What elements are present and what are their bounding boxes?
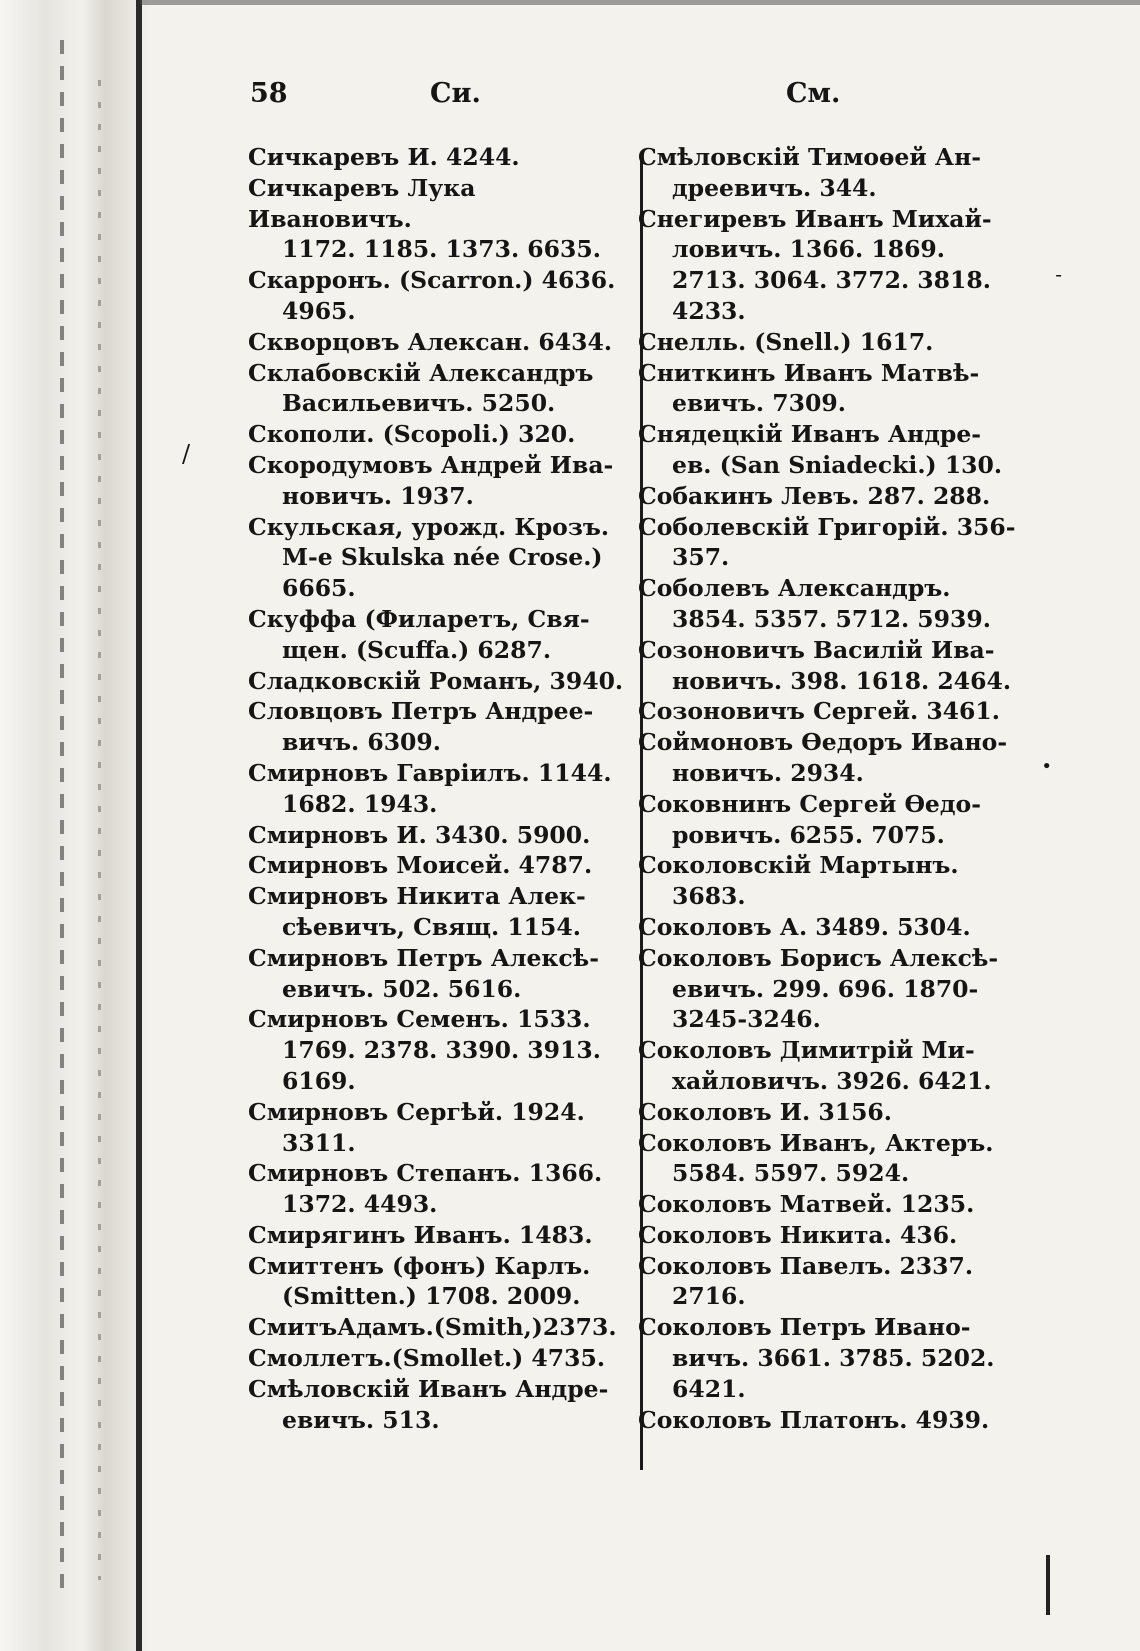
- index-column-right: [638, 142, 1018, 1435]
- entry-continuation: 3311.: [282, 1128, 356, 1157]
- entry-head: Соколовскій Мартынъ.: [638, 851, 959, 880]
- index-entry: [638, 1097, 1018, 1128]
- entry-head: Соболевъ Александръ.: [638, 574, 951, 603]
- entry-continuation: ровичъ. 6255. 7075.: [672, 820, 945, 849]
- index-entry: [248, 758, 636, 820]
- index-entry: [248, 1251, 636, 1313]
- index-entry: [638, 1251, 1018, 1313]
- index-entry: [638, 419, 1018, 481]
- index-entry: [248, 1312, 636, 1343]
- index-entry: [638, 1220, 1018, 1251]
- entry-head: Смирновъ Семенъ. 1533.: [248, 1005, 591, 1034]
- index-entry: [248, 265, 636, 327]
- entry-head: Смирновъ Сергѣй. 1924.: [248, 1097, 585, 1126]
- margin-dot: •: [1041, 756, 1052, 777]
- entry-head: Соколовъ Борисъ Алексѣ-: [638, 943, 999, 972]
- index-entry: [638, 1035, 1018, 1097]
- entry-head: Соколовъ А. 3489. 5304.: [638, 912, 971, 941]
- entry-head: Сладковскій Романъ, 3940.: [248, 666, 624, 695]
- entry-head: Соймоновъ Ѳедоръ Ивано-: [638, 728, 1008, 757]
- index-entry: [248, 173, 636, 265]
- index-entry: [638, 727, 1018, 789]
- running-head-left: Си.: [430, 78, 481, 109]
- index-entry: [638, 358, 1018, 420]
- index-entry: [248, 358, 636, 420]
- page-top-edge: [140, 0, 1140, 5]
- entry-continuation: 3854. 5357. 5712. 5939.: [672, 604, 991, 633]
- entry-continuation: 1172. 1185. 1373. 6635.: [282, 235, 601, 264]
- index-entry: [638, 1189, 1018, 1220]
- entry-head: Смирновъ Никита Алек-: [248, 882, 586, 911]
- entry-head: Словцовъ Петръ Андрее-: [248, 697, 594, 726]
- entry-head: Сичкаревъ И. 4244.: [248, 143, 520, 171]
- index-entry: [638, 1405, 1018, 1436]
- entry-head: Склабовскій Александръ: [248, 358, 594, 387]
- entry-head: Смоллетъ.(Smollet.) 4735.: [248, 1344, 606, 1373]
- entry-continuation: 3683.: [672, 882, 746, 911]
- entry-head: Собакинъ Левъ. 287. 288.: [638, 481, 991, 510]
- index-entry: [248, 142, 636, 173]
- index-entry: [248, 604, 636, 666]
- entry-continuation: щен. (Scuffa.) 6287.: [282, 635, 552, 664]
- entry-head: Сниткинъ Иванъ Матвѣ-: [638, 358, 980, 387]
- index-entry: [248, 1004, 636, 1096]
- index-entry: [638, 850, 1018, 912]
- entry-head: Скарронъ. (Scarron.) 4636.: [248, 266, 616, 295]
- entry-continuation: евичъ. 502. 5616.: [282, 974, 522, 1003]
- entry-continuation: Васильевичъ. 5250.: [282, 389, 556, 418]
- entry-head: Созоновичъ Василій Ива-: [638, 635, 995, 664]
- entry-continuation: 1769. 2378. 3390. 3913. 6169.: [282, 1036, 601, 1095]
- index-entry: [638, 573, 1018, 635]
- entry-head: Снелль. (Snell.) 1617.: [638, 327, 934, 356]
- index-entry: [638, 943, 1018, 1035]
- entry-continuation: евичъ. 513.: [282, 1405, 440, 1434]
- entry-head: Сичкаревъ Лука Ивановичъ.: [248, 173, 476, 233]
- entry-continuation: вичъ. 3661. 3785. 5202. 6421.: [672, 1344, 995, 1403]
- entry-head: Соковнинъ Сергей Ѳедо-: [638, 789, 981, 818]
- entry-head: Смѣловскій Иванъ Андре-: [248, 1374, 609, 1403]
- entry-head: Смѣловскій Тимоѳей Ан-: [638, 143, 982, 171]
- entry-head: Смирновъ Петръ Алексѣ-: [248, 943, 599, 972]
- index-column-left: [248, 142, 636, 1435]
- entry-head: Смиттенъ (фонъ) Карлъ.: [248, 1251, 591, 1280]
- entry-continuation: ев. (San Sniadecki.) 130.: [672, 450, 1003, 479]
- index-entry: [248, 850, 636, 881]
- entry-continuation: ловичъ. 1366. 1869. 2713. 3064. 3772. 3818. 4233.: [672, 235, 991, 325]
- index-entry: [638, 1312, 1018, 1404]
- margin-mark: ‐: [1055, 262, 1062, 286]
- index-entry: [248, 1374, 636, 1436]
- entry-head: Соболевскій Григорій. 356-: [638, 512, 1016, 541]
- entry-continuation: вичъ. 6309.: [282, 728, 441, 757]
- index-entry: [638, 696, 1018, 727]
- page-spine: [0, 0, 150, 1651]
- gutter-edge: [136, 0, 142, 1651]
- entry-continuation: 1682. 1943.: [282, 789, 438, 818]
- index-entry: [248, 666, 636, 697]
- spine-shadow-inner: [98, 80, 101, 1580]
- entry-head: Соколовъ Иванъ, Актеръ.: [638, 1128, 994, 1157]
- entry-continuation: сѣевичъ, Свящ. 1154.: [282, 912, 581, 941]
- margin-mark-left: /: [182, 440, 191, 468]
- entry-head: Скуффа (Филаретъ, Свя-: [248, 604, 590, 633]
- entry-head: Соколовъ Петръ Ивано-: [638, 1313, 971, 1342]
- index-entry: [248, 1158, 636, 1220]
- entry-head: Соколовъ Платонъ. 4939.: [638, 1405, 990, 1434]
- entry-continuation: новичъ. 2934.: [672, 758, 864, 787]
- index-entry: [248, 512, 636, 604]
- entry-continuation: 2716.: [672, 1282, 746, 1311]
- entry-continuation: 1372. 4493.: [282, 1190, 438, 1219]
- index-entry: [638, 204, 1018, 327]
- index-entry: [638, 1128, 1018, 1190]
- index-entry: [248, 881, 636, 943]
- entry-head: Соколовъ И. 3156.: [638, 1097, 892, 1126]
- entry-head: Скополи. (Scopoli.) 320.: [248, 420, 576, 449]
- entry-head: Смирновъ Степанъ. 1366.: [248, 1159, 603, 1188]
- index-entry: [638, 481, 1018, 512]
- index-entry: [638, 142, 1018, 204]
- entry-head: Смирновъ Гавріилъ. 1144.: [248, 758, 612, 787]
- entry-continuation: дреевичъ. 344.: [672, 173, 877, 202]
- entry-head: Созоновичъ Сергей. 3461.: [638, 697, 1000, 726]
- entry-head: Соколовъ Димитрій Ми-: [638, 1036, 975, 1065]
- entry-continuation: евичъ. 299. 696. 1870-3245-3246.: [672, 974, 979, 1034]
- entry-continuation: евичъ. 7309.: [672, 389, 846, 418]
- index-entry: [638, 912, 1018, 943]
- running-head-right: См.: [786, 78, 841, 109]
- entry-head: Соколовъ Никита. 436.: [638, 1220, 958, 1249]
- index-entry: [248, 820, 636, 851]
- index-entry: [638, 327, 1018, 358]
- entry-head: Скворцовъ Алексан. 6434.: [248, 327, 612, 356]
- entry-continuation: M-e Skulska née Crose.) 6665.: [282, 543, 603, 603]
- entry-head: Скородумовъ Андрей Ива-: [248, 450, 614, 479]
- running-header: [250, 78, 850, 118]
- index-entry: [248, 943, 636, 1005]
- entry-continuation: новичъ. 398. 1618. 2464.: [672, 666, 1011, 695]
- spine-shadow: [60, 40, 64, 1600]
- entry-head: Соколовъ Павелъ. 2337.: [638, 1251, 974, 1280]
- entry-continuation: 4965.: [282, 296, 356, 325]
- entry-head: Смирягинъ Иванъ. 1483.: [248, 1220, 593, 1249]
- index-entry: [638, 512, 1018, 574]
- entry-head: Смирновъ Моисей. 4787.: [248, 851, 593, 880]
- entry-head: Скульская, урожд. Крозъ.: [248, 512, 610, 541]
- entry-continuation: новичъ. 1937.: [282, 481, 474, 510]
- entry-head: Соколовъ Матвей. 1235.: [638, 1190, 975, 1219]
- index-entry: [248, 327, 636, 358]
- index-entry: [248, 1220, 636, 1251]
- index-entry: [638, 635, 1018, 697]
- page-number: 58: [250, 78, 288, 109]
- index-entry: [248, 1343, 636, 1374]
- entry-head: СмитъАдамъ.(Smith,)2373.: [248, 1313, 617, 1342]
- entry-head: Снядецкій Иванъ Андре-: [638, 420, 982, 449]
- entry-head: Снегиревъ Иванъ Михай-: [638, 204, 992, 233]
- entry-head: Смирновъ И. 3430. 5900.: [248, 820, 591, 849]
- entry-continuation: хайловичъ. 3926. 6421.: [672, 1066, 992, 1095]
- index-entry: [248, 1097, 636, 1159]
- index-entry: [638, 789, 1018, 851]
- margin-stroke: [1046, 1555, 1050, 1615]
- index-entry: [248, 696, 636, 758]
- index-entry: [248, 419, 636, 450]
- entry-continuation: 5584. 5597. 5924.: [672, 1159, 910, 1188]
- entry-continuation: (Smitten.) 1708. 2009.: [282, 1282, 581, 1311]
- index-entry: [248, 450, 636, 512]
- entry-continuation: 357.: [672, 543, 730, 572]
